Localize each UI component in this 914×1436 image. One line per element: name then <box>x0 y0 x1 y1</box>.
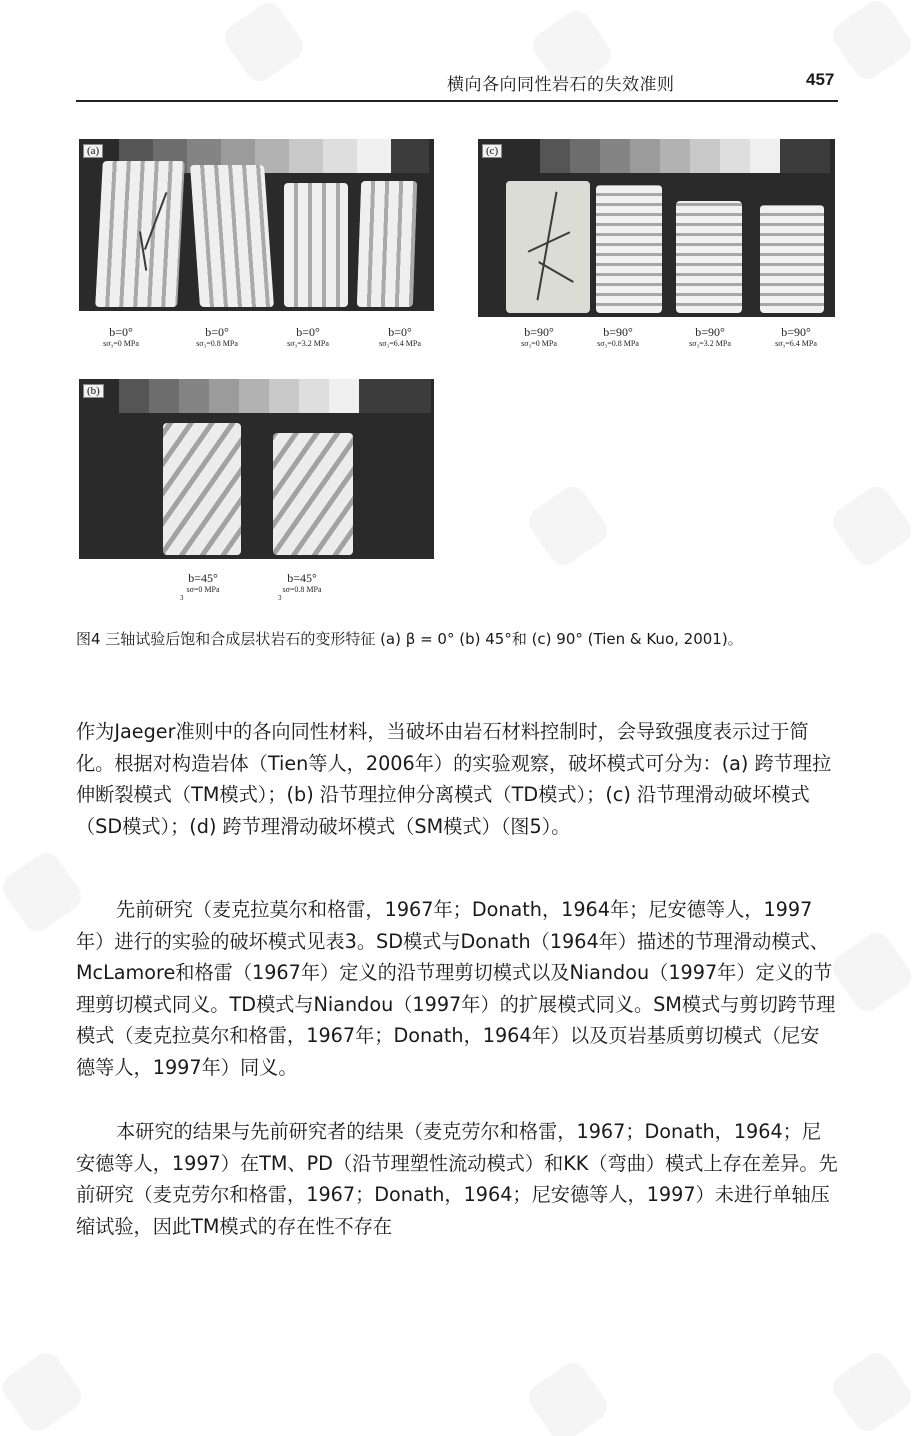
sample-caption: b=90° sσ₃=0.8 MPa <box>597 325 639 348</box>
watermark-logo <box>827 0 914 85</box>
body-paragraph: 先前研究（麦克拉莫尔和格雷，1967年；Donath，1964年；尼安德等人，1997年）进行的实验的破坏模式见表3。SD模式与Donath（1964年）描述的节理滑动模式、McLamore和格雷（1967年）定义的沿节理剪切模式以及Niandou（1997年）定义的节理剪切模式同义。TD模式与Niandou（1997年）的扩展模式同义。SM模式与剪切跨节理模式（麦克拉莫尔和格雷，1967年；Donath，1964年）以及页岩基质剪切模式（尼安德等人，1997年）同义。 <box>76 898 836 1079</box>
rock-sample <box>357 181 417 307</box>
rock-sample <box>506 181 590 313</box>
watermark-logo <box>0 847 87 936</box>
watermark-logo <box>827 1347 914 1436</box>
sample-caption: b=0° sσ₃=3.2 MPa <box>287 325 329 348</box>
watermark-logo <box>0 1347 87 1436</box>
rock-sample <box>676 201 742 313</box>
sample-caption: b=90° sσ₃=3.2 MPa <box>689 325 731 348</box>
body-paragraph: 本研究的结果与先前研究者的结果（麦克劳尔和格雷，1967；Donath，1964；尼安德等人，1997）在TM、PD（沿节理塑性流动模式）和KK（弯曲）模式上存在差异。先前研究（麦克劳尔和格雷，1967；Donath，1964；尼安德等人，1997）未进行单轴压缩试验，因此TM模式的存在性不存在 <box>76 1120 838 1238</box>
figure-panel-a <box>79 139 434 311</box>
rock-sample <box>760 205 824 313</box>
watermark-logo <box>219 0 308 87</box>
panel-label-b: (b) <box>83 384 104 398</box>
rock-sample <box>284 183 348 307</box>
watermark-logo <box>827 927 914 1016</box>
sample-caption: b=0° sσ₃=0.8 MPa <box>196 325 238 348</box>
rock-sample <box>273 433 353 555</box>
watermark-logo <box>523 481 612 570</box>
sample-caption: b=0° sσ₃=0 MPa <box>103 325 139 348</box>
rock-sample <box>95 161 185 307</box>
figure-caption: 图4 三轴试验后饱和合成层状岩石的变形特征 (a) β = 0° (b) 45°和 (c) 90° (Tien & Kuo, 2001)。 <box>76 630 743 648</box>
sample-caption: b=45° sσ=0.8 MPa 3 <box>278 571 322 602</box>
figure-panel-c <box>478 139 835 317</box>
panel-label-a: (a) <box>83 144 103 158</box>
sample-caption: b=90° sσ₃=0 MPa <box>521 325 557 348</box>
sample-caption: b=0° sσ₃=6.4 MPa <box>379 325 421 348</box>
watermark-logo <box>523 1357 612 1436</box>
sample-caption: b=45° sσ=0 MPa 3 <box>180 571 220 602</box>
gray-scale-bar <box>540 139 830 173</box>
running-title: 横向各向同性岩石的失效准则 <box>447 75 675 95</box>
sample-caption: b=90° sσ₃=6.4 MPa <box>775 325 817 348</box>
gray-scale-bar <box>119 379 431 413</box>
rock-sample <box>190 165 274 307</box>
page-number: 457 <box>806 70 835 89</box>
figure-panel-b <box>79 379 434 559</box>
panel-label-c: (c) <box>482 144 502 158</box>
rock-sample <box>596 185 662 313</box>
watermark-logo <box>827 481 914 570</box>
rock-sample <box>163 423 241 555</box>
body-paragraph: 作为Jaeger准则中的各向同性材料，当破坏由岩石材料控制时，会导致强度表示过于简化。根据对构造岩体（Tien等人，2006年）的实验观察，破坏模式可分为：(a) 跨节理拉伸断裂模式（TM模式）；(b) 沿节理拉伸分离模式（TD模式）；(c) 沿节理滑动破坏模式（SD模式）；(d) 跨节理滑动破坏模式（SM模式）（图5）。 <box>76 720 832 838</box>
header-rule <box>76 100 838 102</box>
